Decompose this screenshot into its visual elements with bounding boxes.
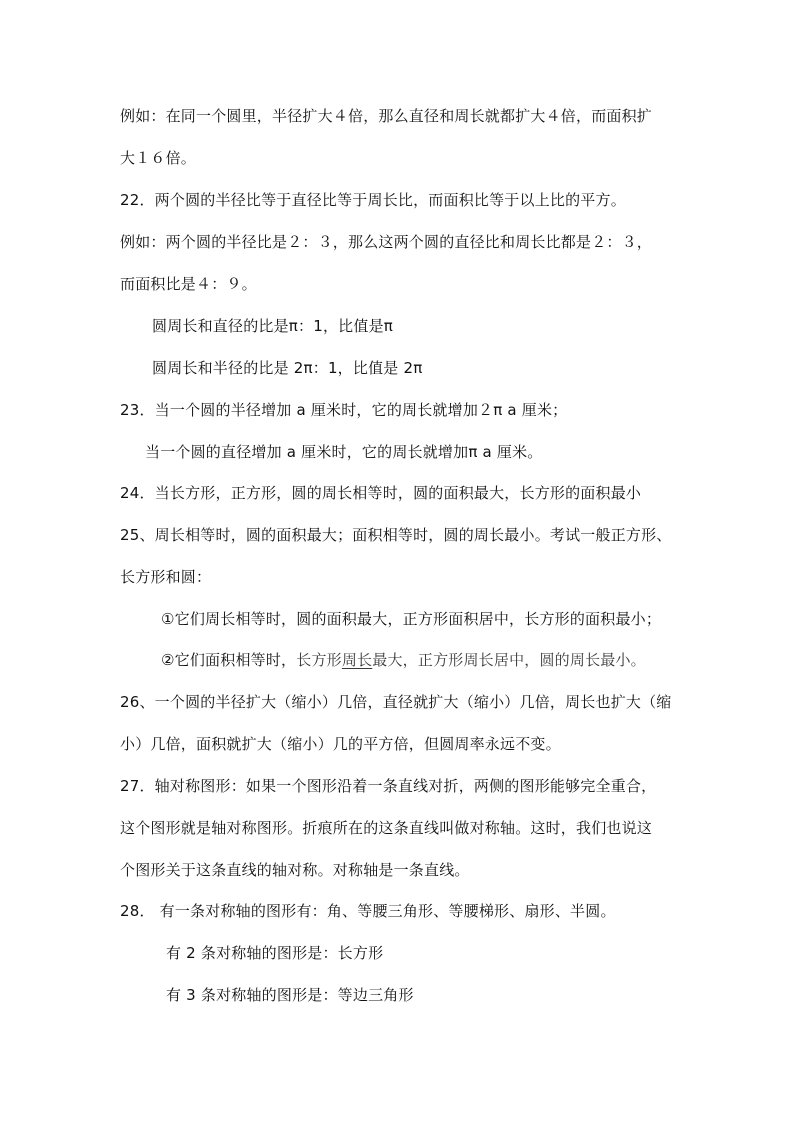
text-line: 当一个圆的直径增加 a 厘米时，它的周长就增加π a 厘米。 <box>145 443 543 461</box>
text-line: 圆周长和半径的比是 2π：1，比值是 2π <box>152 359 423 377</box>
underlined-text: 周长 <box>341 651 373 669</box>
text-line: 有 3 条对称轴的图形是：等边三角形 <box>166 986 414 1004</box>
text-span: 长方形 <box>296 651 342 669</box>
text-span: ②它们面积相等时， <box>161 651 297 669</box>
text-line: 大１６倍。 <box>120 149 197 167</box>
sub-item-2 <box>161 650 646 670</box>
text-line: 长方形和圆： <box>120 568 212 586</box>
item-24: 24．当长方形，正方形，圆的周长相等时，圆的面积最大，长方形的面积最小 <box>120 484 642 502</box>
item-22: 22．两个圆的半径比等于直径比等于周长比，而面积比等于以上比的平方。 <box>120 191 626 209</box>
text-line: 圆周长和直径的比是π：1，比值是π <box>152 317 394 335</box>
text-line: 这个图形就是轴对称图形。折痕所在的这条直线叫做对称轴。这时，我们也说这 <box>120 819 653 837</box>
item-27: 27．轴对称图形：如果一个图形沿着一条直线对折，两侧的图形能够完全重合， <box>120 777 657 795</box>
item-25: 25、周长相等时，圆的面积最大；面积相等时，圆的周长最小。考试一般正方形、 <box>120 526 672 544</box>
item-23: 23．当一个圆的半径增加 a 厘米时，它的周长就增加２π a 厘米； <box>120 401 568 419</box>
text-line: 小）几倍，面积就扩大（缩小）几的平方倍，但圆周率永远不变。 <box>120 735 561 753</box>
item-26: 26、一个圆的半径扩大（缩小）几倍，直径就扩大（缩小）几倍，周长也扩大（缩 <box>120 693 672 711</box>
text-span: 最大，正方形周长居中，圆的周长最小。 <box>372 651 646 669</box>
text-line: 有 2 条对称轴的图形是：长方形 <box>166 944 384 962</box>
text-line: 例如：两个圆的半径比是２：３，那么这两个圆的直径比和周长比都是２：３， <box>120 233 653 251</box>
text-line: 例如：在同一个圆里，半径扩大４倍，那么直径和周长就都扩大４倍，而面积扩 <box>120 107 653 125</box>
item-28: 28． 有一条对称轴的图形有：角、等腰三角形、等腰梯形、扇形、半圆。 <box>120 902 616 920</box>
text-line: 而面积比是４：９。 <box>120 275 257 293</box>
sub-item-1: ①它们周长相等时，圆的面积最大，正方形面积居中，长方形的面积最小； <box>161 610 662 628</box>
text-line: 个图形关于这条直线的轴对称。对称轴是一条直线。 <box>120 861 470 879</box>
